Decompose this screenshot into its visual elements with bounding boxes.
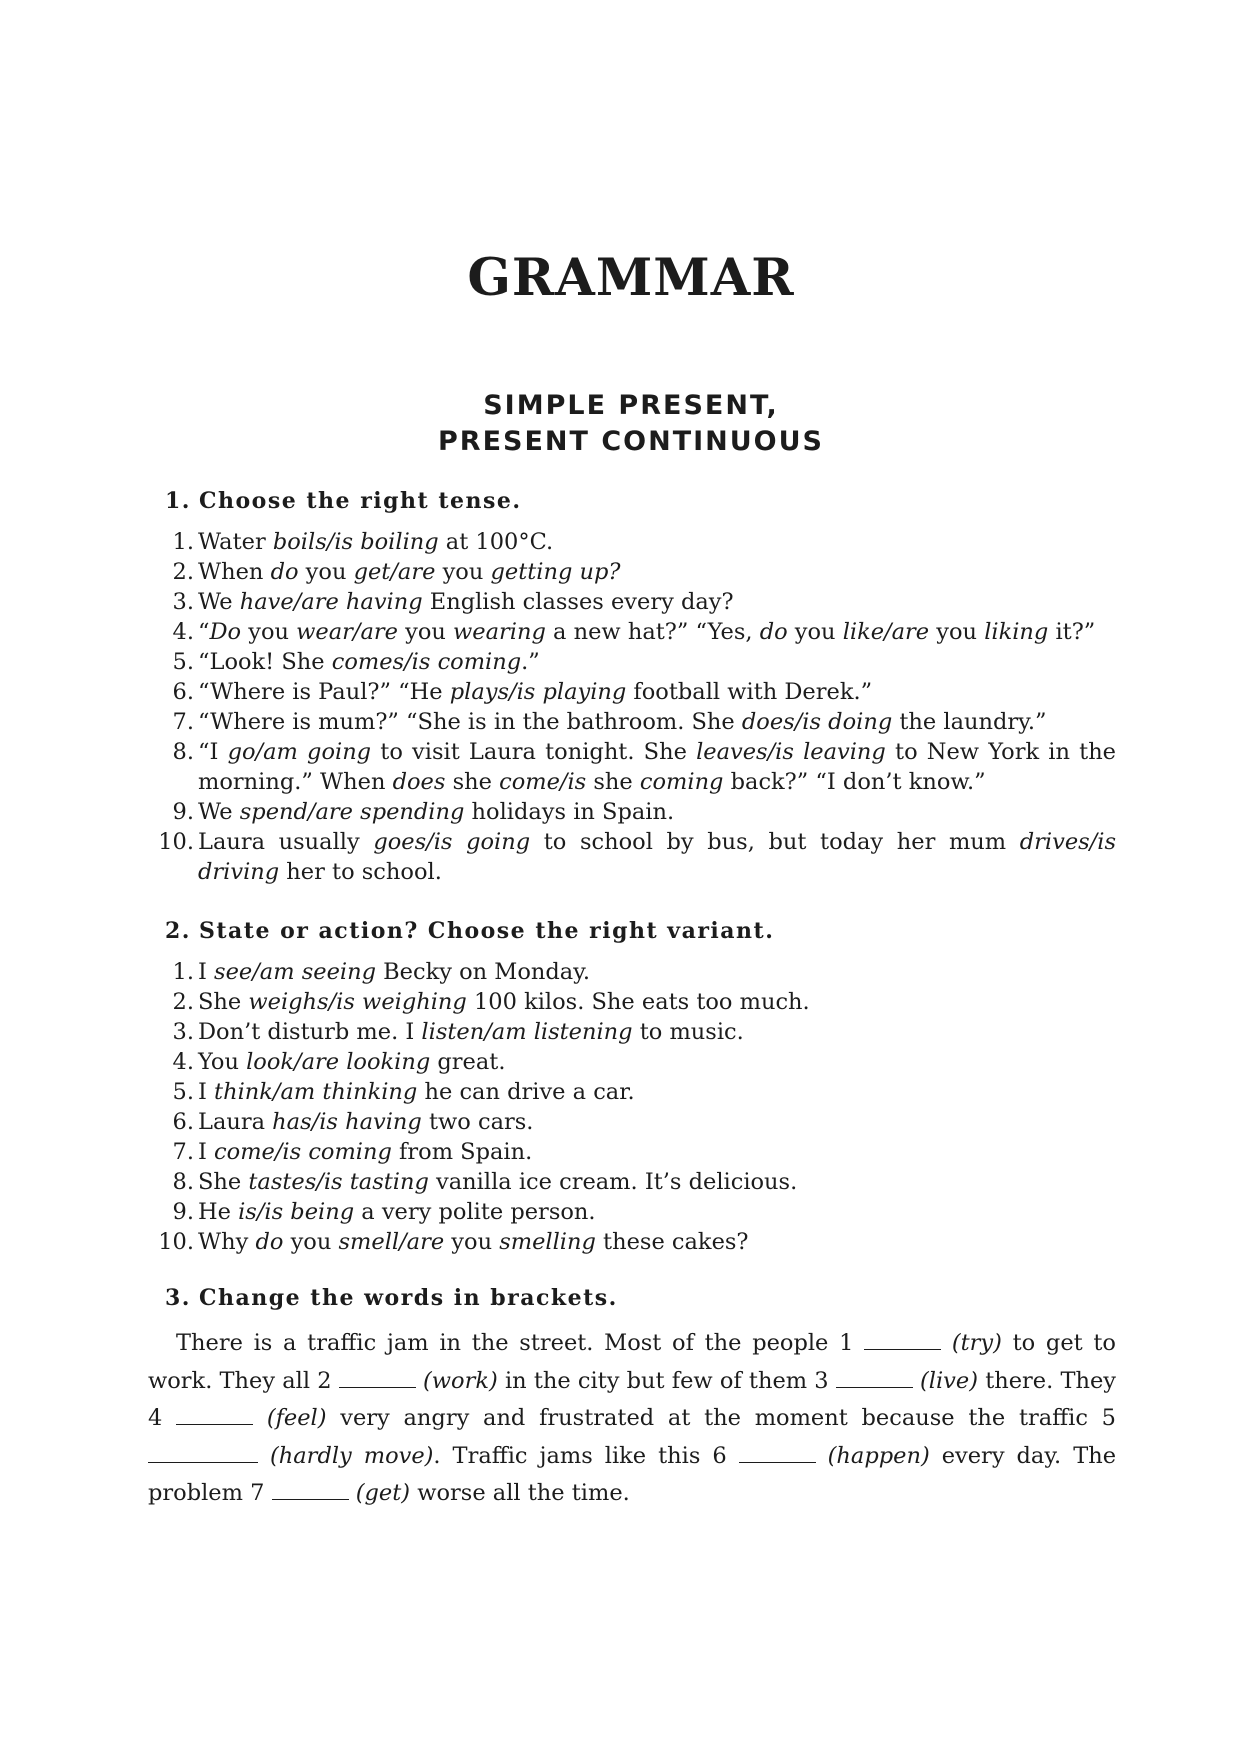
answer-blank[interactable] [148,1442,258,1463]
exercise-1-heading [165,486,522,516]
exercise-item [148,1107,1116,1137]
item-text: We spend/are spending holidays in Spain. [198,799,675,825]
exercise-item [148,527,1116,557]
item-number: 8. [172,1169,194,1195]
item-number: 10. [158,1229,194,1255]
answer-blank[interactable] [176,1404,253,1425]
exercise-2-list [148,957,1116,1257]
answer-blank[interactable] [864,1329,941,1350]
exercise-item [148,1077,1116,1107]
exercise-item [148,1197,1116,1227]
exercise-number: 2. [165,918,191,944]
answer-blank[interactable] [272,1479,349,1500]
item-number: 1. [172,529,194,555]
item-number: 7. [172,709,194,735]
exercise-item [148,647,1116,677]
exercise-item [148,677,1116,707]
item-text: He is/is being a very polite person. [198,1199,596,1225]
exercise-item [148,1017,1116,1047]
item-number: 8. [172,739,194,765]
item-number: 9. [172,1199,194,1225]
exercise-item [148,617,1116,647]
exercise-item [148,587,1116,617]
item-number: 5. [172,649,194,675]
exercise-number: 3. [165,1285,191,1311]
item-number: 4. [172,1049,194,1075]
item-text: When do you get/are you getting up? [198,559,621,585]
item-text: She tastes/is tasting vanilla ice cream. It’s delicious. [198,1169,798,1195]
item-text: I come/is coming from Spain. [198,1139,533,1165]
exercise-item [148,1227,1116,1257]
item-number: 10. [158,829,194,855]
item-text: She weighs/is weighing 100 kilos. She eats too much. [198,989,810,1015]
section-title [0,388,1240,460]
item-number: 7. [172,1139,194,1165]
section-title-line-1: SIMPLE PRESENT, [483,390,779,421]
item-text: I think/am thinking he can drive a car. [198,1079,635,1105]
item-text: Don’t disturb me. I listen/am listening to music. [198,1019,744,1045]
item-number: 3. [172,589,194,615]
item-text: You look/are looking great. [198,1049,506,1075]
item-number: 5. [172,1079,194,1105]
item-number: 6. [172,679,194,705]
answer-blank[interactable] [339,1367,416,1388]
exercise-item [148,707,1116,737]
item-number: 9. [172,799,194,825]
exercise-item [148,557,1116,587]
item-text: Laura usually goes/is going to school by bus, but today her mum drives/is driving her to school. [198,829,1117,885]
exercise-number: 1. [165,488,191,514]
exercise-item [148,957,1116,987]
page-title: GRAMMAR [467,248,795,308]
item-text: Water boils/is boiling at 100°C. [198,529,554,555]
exercise-item [148,1137,1116,1167]
exercise-item [148,1047,1116,1077]
exercise-instruction: Choose the right tense. [199,488,522,514]
exercise-item [148,987,1116,1017]
exercise-2-heading [165,916,774,946]
item-text: Why do you smell/are you smelling these cakes? [198,1229,749,1255]
item-number: 6. [172,1109,194,1135]
exercise-instruction: State or action? Choose the right variant. [199,918,775,944]
exercise-item [148,1167,1116,1197]
item-number: 3. [172,1019,194,1045]
item-text: “I go/am going to visit Laura tonight. She leaves/is leaving to New York in the morning.” When does she come/is she coming back?” “I don’t know.” [198,739,1116,795]
exercise-1-list [148,527,1116,887]
item-text: Laura has/is having two cars. [198,1109,534,1135]
item-number: 1. [172,959,194,985]
item-number: 2. [172,989,194,1015]
exercise-instruction: Change the words in brackets. [199,1285,618,1311]
item-number: 2. [172,559,194,585]
answer-blank[interactable] [836,1367,913,1388]
section-title-line-2: PRESENT CONTINUOUS [438,426,824,457]
item-number: 4. [172,619,194,645]
item-text: I see/am seeing Becky on Monday. [198,959,591,985]
exercise-3-paragraph: There is a traffic jam in the street. Most of the people 1 (try) to get to work. They all 2 (work) in the city but few of them 3 (live) there. They 4 (feel) very angry and frustrated at the moment because the traffic 5 (hardly move). Traffic jams like this 6 (happen) every day. The problem 7 (get) worse all the time. [148,1330,1117,1506]
item-text: “Look! She comes/is coming.” [198,649,540,675]
answer-blank[interactable] [739,1442,816,1463]
item-text: “Where is mum?” “She is in the bathroom. She does/is doing the laundry.” [198,709,1047,735]
item-text: We have/are having English classes every day? [198,589,734,615]
item-text: “Where is Paul?” “He plays/is playing football with Derek.” [198,679,873,705]
item-text: “Do you wear/are you wearing a new hat?” “Yes, do you like/are you liking it?” [198,619,1096,645]
exercise-item [148,827,1116,887]
exercise-item [148,797,1116,827]
exercise-item [148,737,1116,797]
exercise-3-heading [165,1283,618,1313]
